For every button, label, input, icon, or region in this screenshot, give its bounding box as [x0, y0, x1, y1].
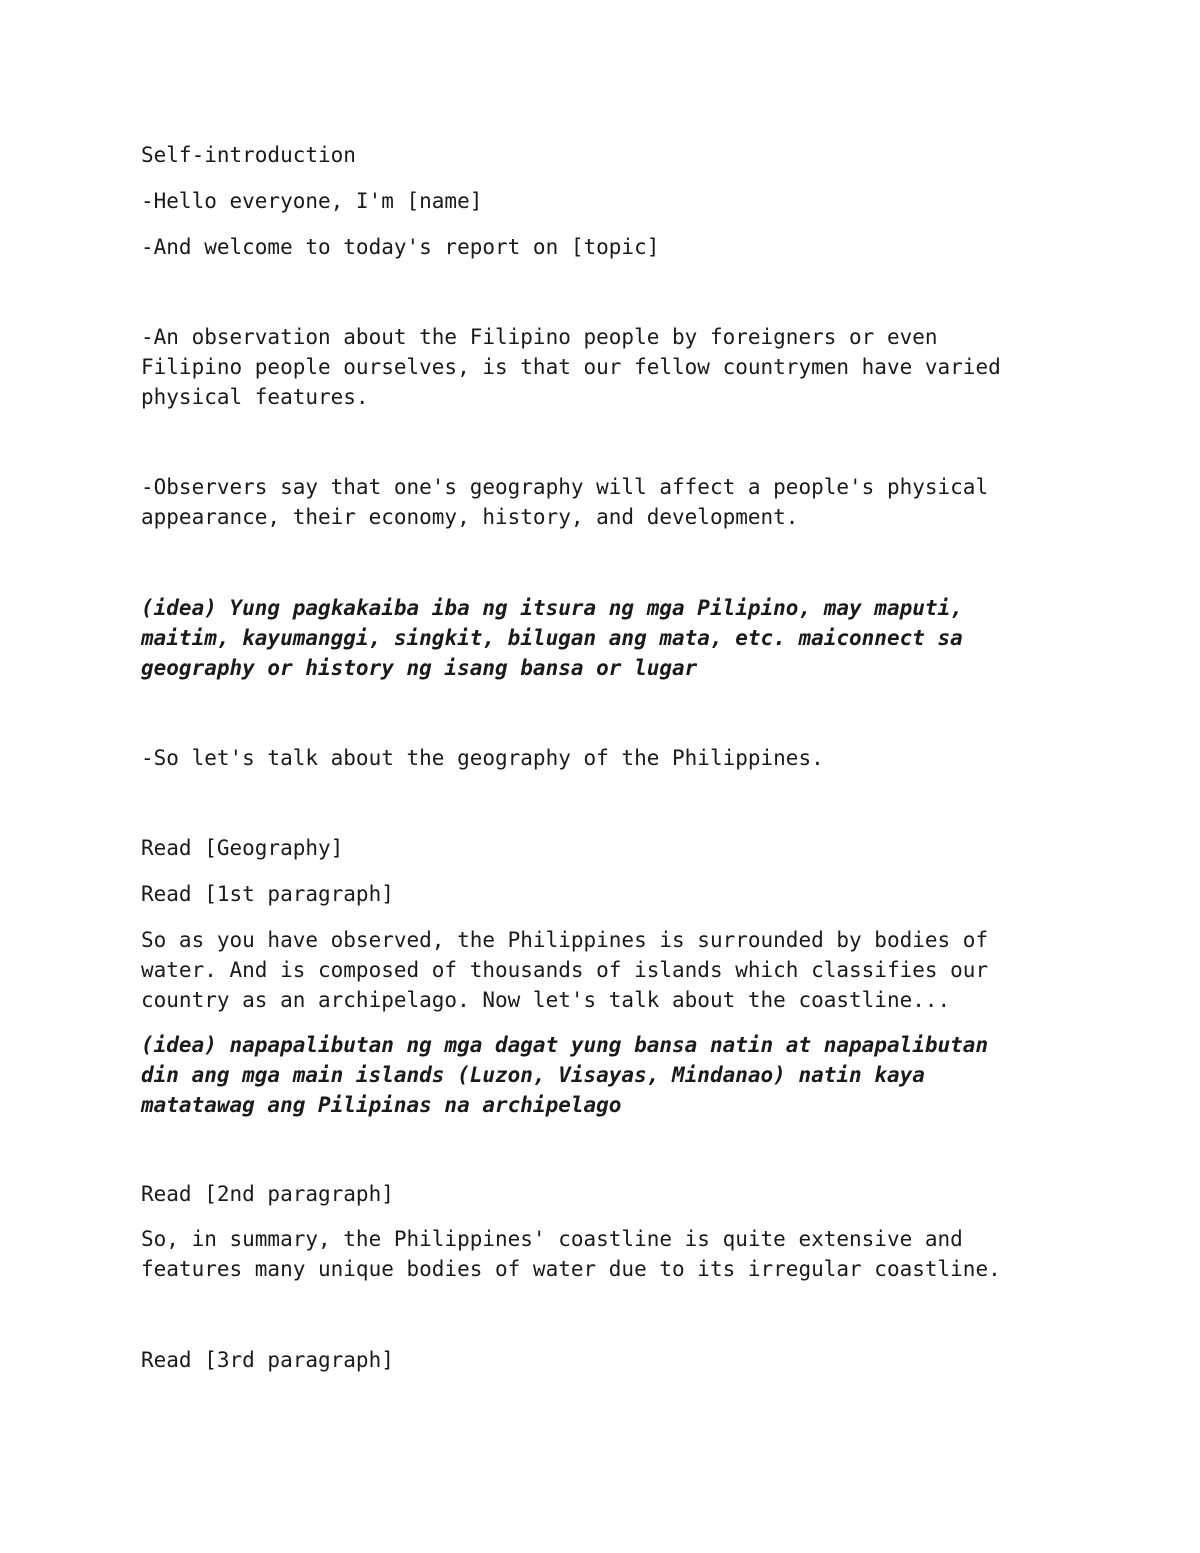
summary-1-line-3: country as an archipelago. Now let's talk about the coastline... [141, 988, 951, 1012]
intro-hello-line: -Hello everyone, I'm [name] [141, 189, 483, 213]
summary-1-line-2: water. And is composed of thousands of islands which classifies our [141, 958, 989, 982]
section-heading: Self-introduction [141, 143, 356, 167]
observers-line-2: appearance, their economy, history, and development. [141, 505, 799, 529]
idea-note-1-line-2: maitim, kayumanggi, singkit, bilugan ang mata, etc. maiconnect sa [141, 626, 963, 650]
idea-note-2-line-3: matatawag ang Pilipinas na archipelago [141, 1093, 622, 1117]
observation-line-3: physical features. [141, 385, 369, 409]
read-second-paragraph-line: Read [2nd paragraph] [141, 1182, 394, 1206]
intro-welcome-line: -And welcome to today's report on [topic] [141, 235, 660, 259]
read-first-paragraph-line: Read [1st paragraph] [141, 882, 394, 906]
lets-talk-line: -So let's talk about the geography of the Philippines. [141, 746, 824, 770]
idea-note-2-line-1: (idea) napapalibutan ng mga dagat yung bansa natin at napapalibutan [141, 1033, 989, 1057]
read-geography-line: Read [Geography] [141, 836, 344, 860]
summary-2-line-1: So, in summary, the Philippines' coastline is quite extensive and [141, 1227, 963, 1251]
idea-note-1-line-3: geography or history ng isang bansa or lugar [141, 656, 698, 680]
idea-note-2-line-2: din ang mga main islands (Luzon, Visayas, Mindanao) natin kaya [141, 1063, 925, 1087]
observation-line-2: Filipino people ourselves, is that our fellow countrymen have varied [141, 355, 1001, 379]
summary-1-line-1: So as you have observed, the Philippines is surrounded by bodies of [141, 928, 989, 952]
read-third-paragraph-line: Read [3rd paragraph] [141, 1348, 394, 1372]
observation-line-1: -An observation about the Filipino people by foreigners or even [141, 325, 938, 349]
idea-note-1-line-1: (idea) Yung pagkakaiba iba ng itsura ng mga Pilipino, may maputi, [141, 596, 963, 620]
observers-line-1: -Observers say that one's geography will affect a people's physical [141, 475, 989, 499]
summary-2-line-2: features many unique bodies of water due to its irregular coastline. [141, 1257, 1001, 1281]
